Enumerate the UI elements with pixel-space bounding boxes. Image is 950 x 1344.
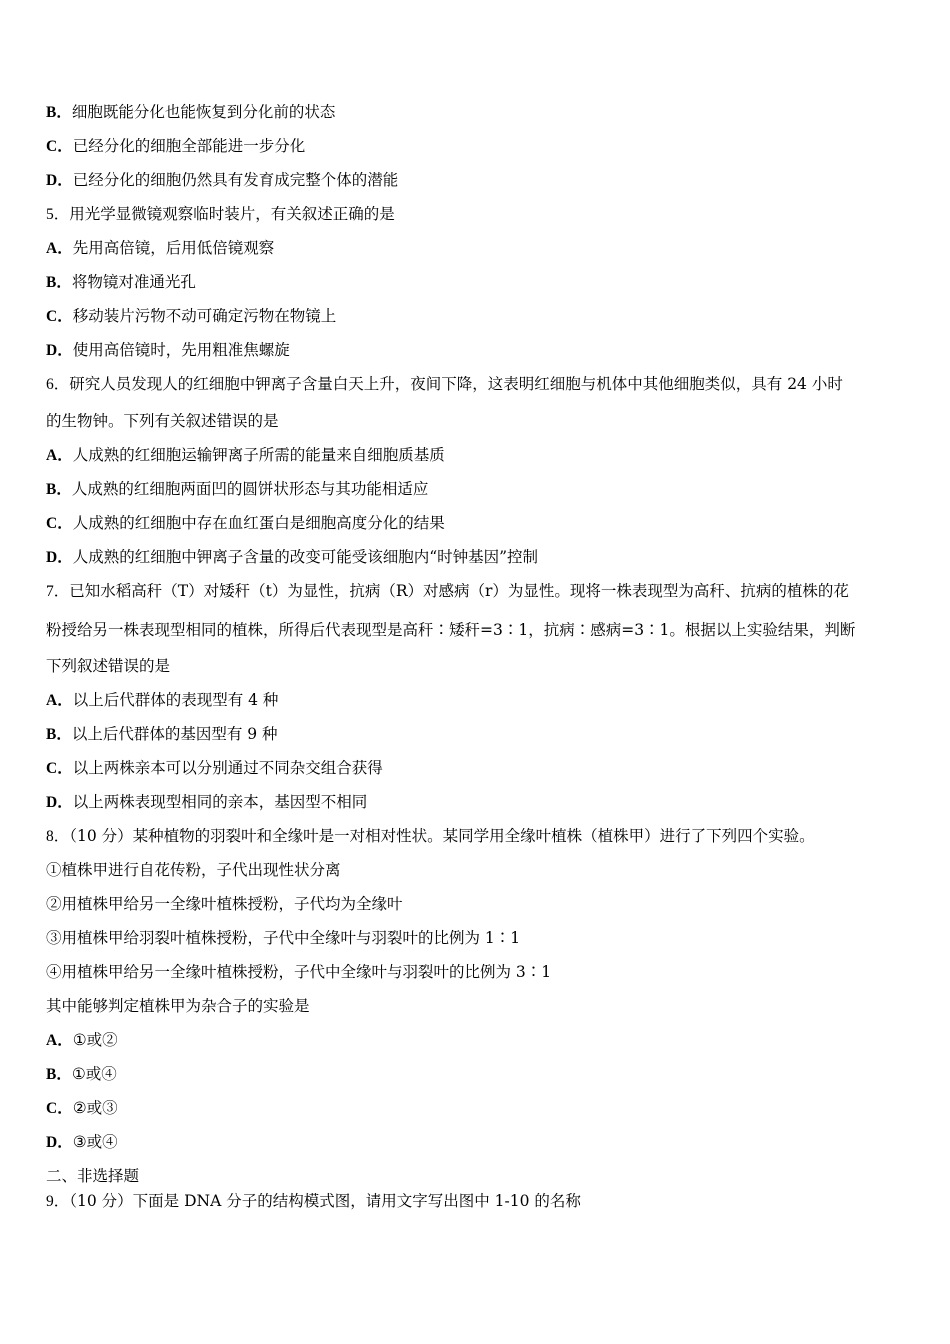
q8-option-b (46, 1064, 117, 1085)
question-number: 8． (46, 828, 70, 845)
question-text: 的生物钟。下列有关叙述错误的是 (46, 412, 279, 430)
question-text: 粉授给另一株表现型相同的植株，所得后代表现型是高秆∶矮秆=3∶1，抗病∶感病=3∶1。根据以上实验结果，判断 (46, 621, 856, 639)
question-number: 9． (46, 1193, 70, 1210)
option-text: 将物镜对准通光孔 (71, 273, 196, 291)
question-text: 研究人员发现人的红细胞中钾离子含量白天上升，夜间下降，这表明红细胞与机体中其他细胞类似，具有 24 小时 (69, 375, 843, 393)
option-letter: D． (46, 342, 73, 359)
experiment-text: ③用植株甲给羽裂叶植株授粉，子代中全缘叶与羽裂叶的比例为 1∶1 (46, 929, 521, 947)
question-text: 已知水稻高秆（T）对矮秆（t）为显性，抗病（R）对感病（r）为显性。现将一株表现型为高秆、抗病的植株的花 (69, 582, 849, 600)
q5-option-c (46, 306, 336, 327)
q6-option-c (46, 513, 445, 534)
q4-option-d (46, 170, 398, 191)
q7-stem-line3 (46, 656, 170, 676)
option-letter: C． (46, 1100, 73, 1117)
option-text: 以上后代群体的表现型有 4 种 (72, 691, 279, 709)
q8-stem (46, 826, 815, 847)
option-letter: D． (46, 172, 73, 189)
option-letter: B． (46, 726, 72, 743)
q9-stem (46, 1191, 581, 1212)
option-text: 先用高倍镜，后用低倍镜观察 (72, 239, 275, 257)
option-text: ③或④ (72, 1133, 118, 1151)
question-number: 7． (46, 583, 70, 600)
question-number: 6． (46, 376, 70, 393)
section-title: 二、非选择题 (46, 1167, 140, 1185)
option-letter: D． (46, 549, 73, 566)
q8-option-a (46, 1030, 118, 1051)
option-text: 以上后代群体的基因型有 9 种 (71, 725, 278, 743)
q7-option-d (46, 792, 367, 813)
q4-option-b (46, 102, 335, 123)
question-text: 某种植物的羽裂叶和全缘叶是一对相对性状。某同学用全缘叶植株（植株甲）进行了下列四个实验。 (132, 827, 815, 845)
q8-option-d (46, 1132, 118, 1153)
option-text: 人成熟的红细胞运输钾离子所需的能量来自细胞质基质 (72, 446, 445, 464)
option-letter: A． (46, 240, 73, 257)
q7-stem-line1 (46, 581, 849, 602)
q5-option-a (46, 238, 274, 259)
option-text: 人成熟的红细胞中钾离子含量的改变可能受该细胞内“时钟基因”控制 (72, 548, 539, 566)
option-letter: C． (46, 308, 73, 325)
option-text: ①或④ (71, 1065, 117, 1083)
experiment-text: ①植株甲进行自花传粉，子代出现性状分离 (46, 861, 341, 879)
option-text: 移动装片污物不动可确定污物在物镜上 (72, 307, 337, 325)
option-letter: B． (46, 104, 72, 121)
q4-option-c (46, 136, 305, 157)
option-text: ①或② (72, 1031, 118, 1049)
option-letter: C． (46, 138, 73, 155)
section-heading (46, 1166, 139, 1186)
question-text: 用光学显微镜观察临时装片，有关叙述正确的是 (69, 205, 395, 223)
option-text: 人成熟的红细胞中存在血红蛋白是细胞高度分化的结果 (72, 514, 445, 532)
q7-option-b (46, 724, 278, 745)
question-text: 其中能够判定植株甲为杂合子的实验是 (46, 997, 310, 1015)
option-text: 以上两株表现型相同的亲本，基因型不相同 (72, 793, 368, 811)
q7-option-c (46, 758, 383, 779)
q8-question (46, 996, 310, 1016)
experiment-text: ④用植株甲给另一全缘叶植株授粉，子代中全缘叶与羽裂叶的比例为 3∶1 (46, 963, 552, 981)
question-score: （10 分） (69, 1192, 133, 1210)
option-letter: B． (46, 1066, 72, 1083)
q7-stem-line2 (46, 620, 855, 640)
option-text: 细胞既能分化也能恢复到分化前的状态 (71, 103, 336, 121)
q6-option-d (46, 547, 538, 568)
option-letter: A． (46, 1032, 73, 1049)
option-letter: A． (46, 692, 73, 709)
q6-stem-line2 (46, 411, 279, 431)
q6-stem-line1 (46, 374, 843, 395)
option-letter: D． (46, 794, 73, 811)
option-letter: A． (46, 447, 73, 464)
q8-experiment-2 (46, 894, 403, 914)
option-letter: B． (46, 274, 72, 291)
option-letter: C． (46, 760, 73, 777)
option-text: 使用高倍镜时，先用粗准焦螺旋 (72, 341, 290, 359)
q8-experiment-1 (46, 860, 341, 880)
q7-option-a (46, 690, 278, 711)
question-text: 下列叙述错误的是 (46, 657, 171, 675)
option-text: ②或③ (72, 1099, 118, 1117)
option-text: 人成熟的红细胞两面凹的圆饼状形态与其功能相适应 (71, 480, 429, 498)
experiment-text: ②用植株甲给另一全缘叶植株授粉，子代均为全缘叶 (46, 895, 403, 913)
option-letter: C． (46, 515, 73, 532)
option-letter: D． (46, 1134, 73, 1151)
q5-option-b (46, 272, 196, 293)
q5-stem (46, 204, 395, 225)
q6-option-a (46, 445, 445, 466)
question-number: 5． (46, 206, 70, 223)
option-text: 已经分化的细胞全部能进一步分化 (72, 137, 306, 155)
option-text: 已经分化的细胞仍然具有发育成完整个体的潜能 (72, 171, 399, 189)
option-text: 以上两株亲本可以分别通过不同杂交组合获得 (72, 759, 383, 777)
q5-option-d (46, 340, 290, 361)
q8-experiment-3 (46, 928, 520, 948)
q6-option-b (46, 479, 428, 500)
question-score: （10 分） (69, 827, 133, 845)
q8-experiment-4 (46, 962, 551, 982)
question-text: 下面是 DNA 分子的结构模式图，请用文字写出图中 1-10 的名称 (132, 1192, 581, 1210)
q8-option-c (46, 1098, 118, 1119)
option-letter: B． (46, 481, 72, 498)
